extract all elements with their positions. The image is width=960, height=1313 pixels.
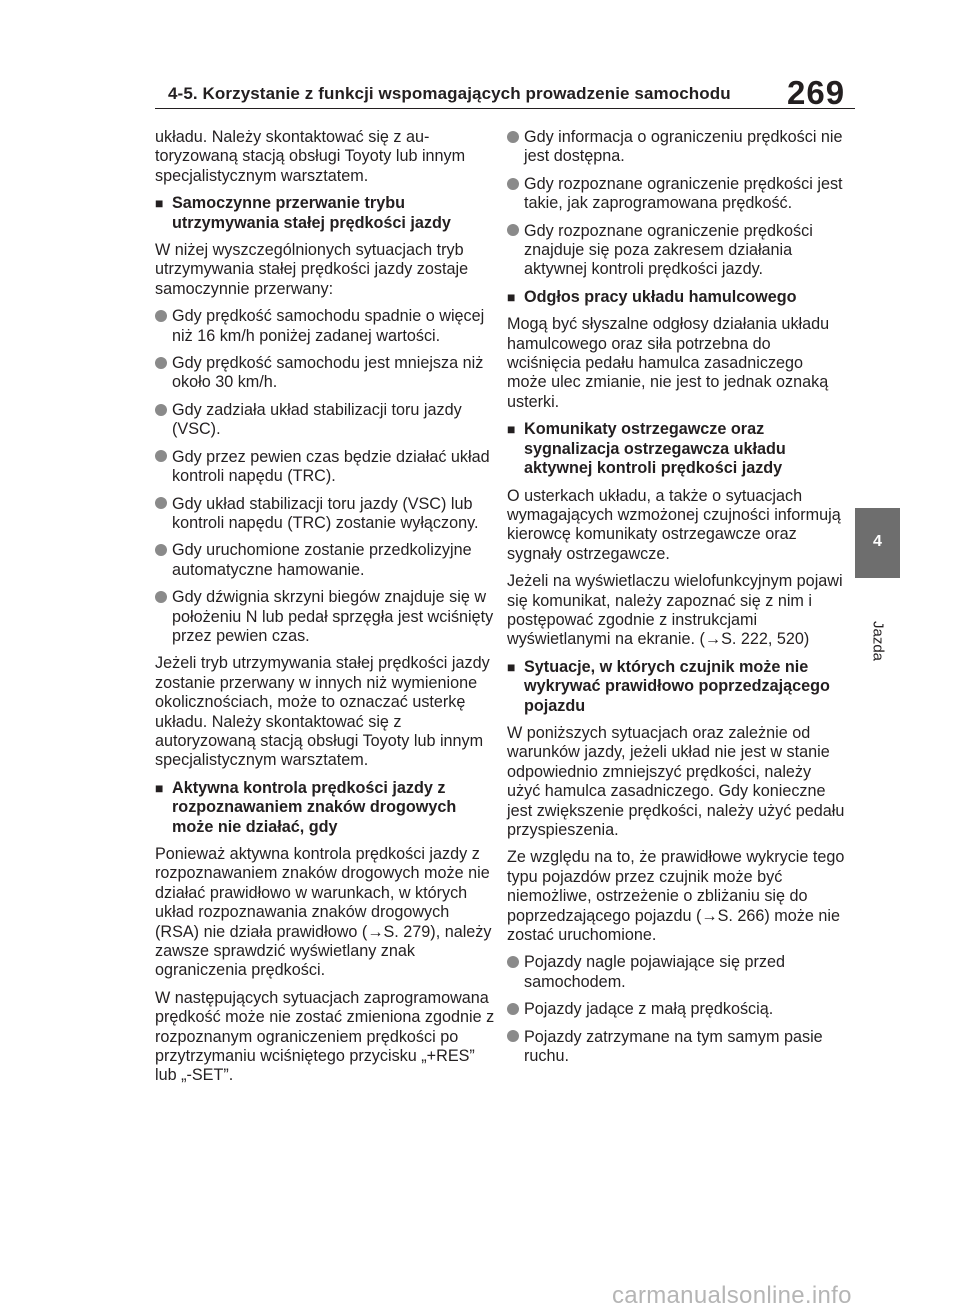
bullet-text: Gdy informacja o ograniczeniu prędkości nie jest dostępna.: [524, 128, 843, 166]
square-bullet-icon: ■: [507, 658, 516, 675]
paragraph: Jeżeli tryb utrzymywania stałej prędkości jazdy zostanie przerwany w innych niż wymienione okolicznościach, może to oznaczać usterkę układu. Należy skontaktować się z autoryzowaną stacją obsługi Toyoty lub innym specjalistycznym warsztatem.: [155, 654, 490, 770]
circle-bullet-icon: [155, 541, 172, 580]
bullet-item: [155, 541, 495, 580]
bullet-item: [155, 354, 495, 393]
bullet-item: [507, 1028, 847, 1067]
subheading-text: Samoczynne przerwanie trybu utrzymywania stałej prędkości jazdy: [172, 194, 451, 232]
circle-bullet-icon: [507, 1028, 524, 1067]
bullet-text: Gdy układ stabilizacji toru jazdy (VSC) lub kontroli napędu (TRC) zostanie wyłączony.: [172, 494, 479, 532]
bullet-text: Gdy prędkość samochodu jest mniejsza niż około 30 km/h.: [172, 354, 484, 392]
circle-bullet-icon: [155, 495, 172, 534]
subheading: [507, 288, 847, 307]
bullet-text: Gdy rozpoznane ograniczenie prędkości znajduje się poza zakresem działania aktywnej kontroli prędkości jazdy.: [524, 221, 813, 279]
chapter-tab[interactable]: [855, 508, 900, 578]
circle-bullet-icon: [507, 1000, 524, 1019]
right-column: [507, 128, 847, 1074]
paragraph: układu. Należy skontaktować się z autoryzowaną stacją obsługi Toyoty lub innym specjalistycznym warsztatem.: [155, 128, 466, 185]
paragraph: W poniższych sytuacjach oraz zależnie od warunków jazdy, jeżeli układ nie jest w stanie odpowiednio zmniejszyć prędkości, należy użyć hamulca zasadniczego. Gdy konieczne jest zwiększenie prędkości, należy użyć pedału przyspieszenia.: [507, 723, 845, 839]
chapter-label-text: Jazda: [869, 620, 887, 662]
subheading: [507, 420, 847, 478]
bullet-text: Pojazdy zatrzymane na tym samym pasie ruchu.: [524, 1027, 823, 1066]
bullet-text: Gdy prędkość samochodu spadnie o więcej niż 16 km/h poniżej zadanej wartości.: [172, 307, 485, 345]
paragraph: Mogą być słyszalne odgłosy działania układu hamulcowego oraz siła potrzebna do wciśnięcia pedału hamulca zasadniczego może ulec zmianie, nie jest to jednak oznaką usterki.: [507, 315, 830, 411]
square-bullet-icon: ■: [507, 288, 516, 305]
watermark: carmanualsonline.info: [612, 1282, 852, 1309]
bullet-item: [507, 953, 847, 992]
circle-bullet-icon: [507, 128, 524, 167]
section-title: 4-5. Korzystanie z funkcji wspomagających prowadzenie samochodu: [168, 84, 731, 103]
chapter-number: 4: [873, 533, 882, 550]
bullet-text: Gdy zadziała układ stabilizacji toru jazdy (VSC).: [172, 400, 462, 439]
circle-bullet-icon: [507, 222, 524, 280]
page-number: 269: [787, 74, 846, 111]
circle-bullet-icon: [155, 354, 172, 393]
bullet-item: [507, 222, 847, 280]
bullet-text: Gdy uruchomione zostanie przedkolizyjne automatyczne hamowanie.: [172, 541, 472, 579]
bullet-text: Pojazdy nagle pojawiające się przed samochodem.: [524, 953, 785, 991]
bullet-item: [155, 401, 495, 440]
subheading: [155, 779, 495, 837]
subheading-text: Aktywna kontrola prędkości jazdy z rozpoznawaniem znaków drogowych może nie działać, gdy: [172, 778, 457, 836]
bullet-text: Gdy przez pewien czas będzie działać układ kontroli napędu (TRC).: [172, 447, 490, 486]
paragraph: Ponieważ aktywna kontrola prędkości jazdy z rozpoznawaniem znaków drogowych może nie działać prawidłowo w warunkach, w których układ rozpoznawania znaków drogowych (RSA) nie działa prawidłowo (→S. 279), należy zawsze sprawdzić wyświetlany znak ograniczenia prędkości.: [155, 845, 492, 980]
bullet-item: [507, 175, 847, 214]
circle-bullet-icon: [155, 448, 172, 487]
square-bullet-icon: ■: [155, 779, 164, 796]
bullet-item: [155, 495, 495, 534]
chapter-label: [866, 617, 890, 665]
bullet-item: [155, 307, 495, 346]
bullet-text: Pojazdy jadące z małą prędkością.: [524, 1000, 774, 1019]
circle-bullet-icon: [507, 175, 524, 214]
subheading-text: Komunikaty ostrzegawcze oraz sygnalizacja ostrzegawcza układu aktywnej kontroli prędkości jazdy: [524, 420, 786, 478]
square-bullet-icon: ■: [507, 421, 516, 438]
subheading-text: Sytuacje, w których czujnik może nie wykrywać prawidłowo poprzedzającego pojazdu: [524, 657, 830, 715]
subheading: [507, 658, 847, 716]
subheading-text: Odgłos pracy układu hamulcowego: [524, 287, 797, 306]
circle-bullet-icon: [507, 953, 524, 992]
bullet-text: Gdy dźwignia skrzyni biegów znajduje się w położeniu N lub pedał sprzęgła jest wciśnięty przez pewien czas.: [172, 588, 494, 645]
paragraph: W następujących sytuacjach zaprogramowana prędkość może nie zostać zmieniona zgodnie z rozpoznanym ograniczeniem prędkości po przytrzymaniu wciśniętego przycisku „+RES” lub „-SET”.: [155, 988, 495, 1085]
circle-bullet-icon: [155, 307, 172, 346]
bullet-item: [155, 448, 495, 487]
header-divider: [155, 108, 855, 109]
subheading: [155, 194, 495, 233]
circle-bullet-icon: [155, 401, 172, 440]
paragraph: Ze względu na to, że prawidłowe wykrycie tego typu pojazdów przez czujnik może być niemożliwe, ostrzeżenie o zbliżaniu się do poprzedzającego pojazdu (→S. 266) może nie zostać uruchomione.: [507, 848, 845, 945]
circle-bullet-icon: [155, 588, 172, 646]
left-column: [155, 128, 495, 1094]
bullet-item: [507, 128, 847, 167]
square-bullet-icon: ■: [155, 195, 164, 212]
paragraph: Jeżeli na wyświetlaczu wielofunkcyjnym pojawi się komunikat, należy zapoznać się z nim i postępować zgodnie z instrukcjami wyświetlanymi na ekranie. (→S. 222, 520): [507, 572, 843, 649]
paragraph: O usterkach układu, a także o sytuacjach wymagających wzmożonej czujności informują kierowcę komunikaty ostrzegawcze oraz sygnały ostrzegawcze.: [507, 486, 841, 563]
bullet-item: [155, 588, 495, 646]
paragraph: W niżej wyszczególnionych sytuacjach tryb utrzymywania stałej prędkości jazdy zostaje samoczynnie przerwany:: [155, 241, 469, 298]
bullet-text: Gdy rozpoznane ograniczenie prędkości jest takie, jak zaprogramowana prędkość.: [524, 174, 843, 213]
bullet-item: [507, 1000, 847, 1019]
